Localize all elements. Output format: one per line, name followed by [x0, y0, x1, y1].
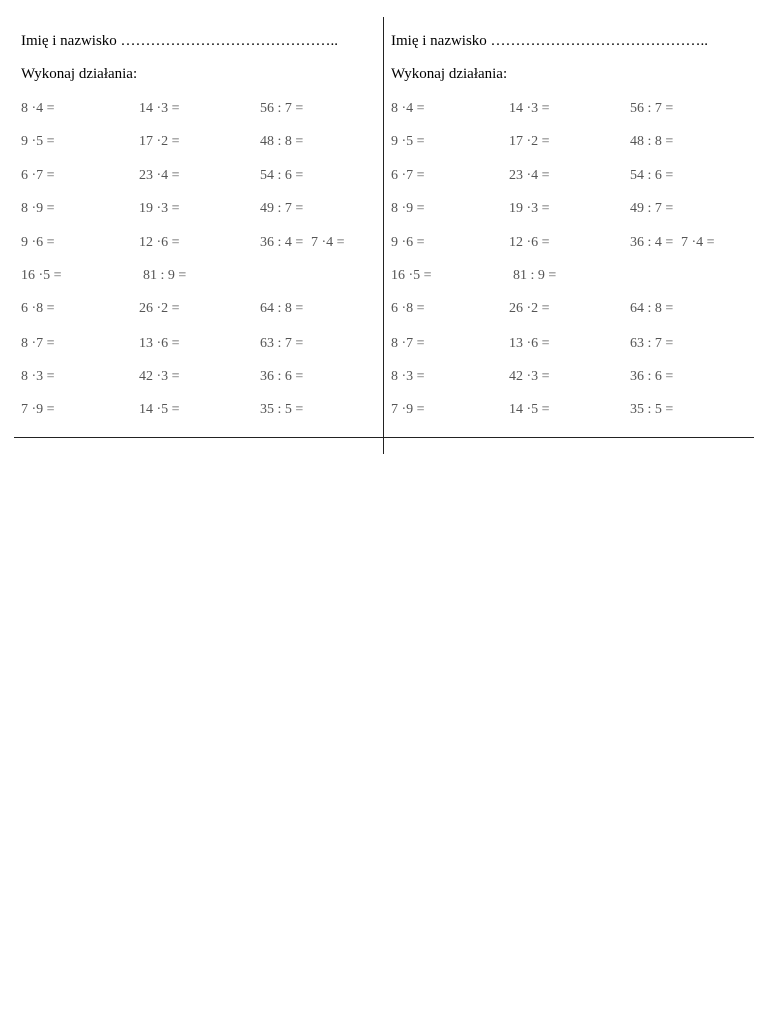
exercise-item: 7 ·9 =	[21, 402, 55, 417]
exercise-item: 42 ·3 =	[509, 369, 550, 384]
exercise-item: 56 : 7 =	[630, 101, 674, 116]
exercise-item: 35 : 5 =	[630, 402, 674, 417]
exercise-item: 56 : 7 =	[260, 101, 304, 116]
horizontal-divider	[14, 437, 754, 438]
exercise-item: 54 : 6 =	[630, 168, 674, 183]
exercise-item: 8 ·7 =	[391, 336, 425, 351]
exercise-item: 48 : 8 =	[260, 134, 304, 149]
worksheet-right	[391, 0, 751, 430]
exercise-item: 63 : 7 =	[260, 336, 304, 351]
exercise-item: 8 ·4 =	[391, 101, 425, 116]
exercise-item: 26 ·2 =	[509, 301, 550, 316]
exercise-item: 12 ·6 =	[509, 235, 550, 250]
exercise-item: 36 : 4 =	[630, 235, 674, 250]
exercise-item: 23 ·4 =	[139, 168, 180, 183]
exercise-item: 14 ·3 =	[139, 101, 180, 116]
exercise-item: 63 : 7 =	[630, 336, 674, 351]
exercise-item: 8 ·9 =	[21, 201, 55, 216]
exercise-item: 19 ·3 =	[509, 201, 550, 216]
name-field-label: Imię i nazwisko ……………………………………..	[391, 33, 709, 49]
exercise-item: 13 ·6 =	[509, 336, 550, 351]
exercise-item: 17 ·2 =	[139, 134, 180, 149]
exercise-item: 17 ·2 =	[509, 134, 550, 149]
exercise-item: 6 ·7 =	[21, 168, 55, 183]
exercise-item: 9 ·5 =	[391, 134, 425, 149]
instruction: Wykonaj działania:	[391, 66, 508, 82]
exercise-item: 7 ·4 =	[681, 235, 715, 250]
exercise-item: 6 ·8 =	[391, 301, 425, 316]
exercise-item: 7 ·9 =	[391, 402, 425, 417]
exercise-item: 36 : 6 =	[260, 369, 304, 384]
exercise-item: 8 ·4 =	[21, 101, 55, 116]
exercise-item: 9 ·5 =	[21, 134, 55, 149]
exercise-item: 49 : 7 =	[260, 201, 304, 216]
exercise-item: 8 ·3 =	[391, 369, 425, 384]
exercise-item: 48 : 8 =	[630, 134, 674, 149]
worksheet-left	[21, 0, 381, 430]
exercise-item: 16 ·5 =	[391, 268, 432, 283]
vertical-divider	[383, 17, 384, 454]
exercise-item: 14 ·5 =	[509, 402, 550, 417]
exercise-item: 6 ·7 =	[391, 168, 425, 183]
exercise-item: 81 : 9 =	[513, 268, 557, 283]
exercise-item: 8 ·3 =	[21, 369, 55, 384]
exercise-item: 36 : 4 =	[260, 235, 304, 250]
exercise-item: 13 ·6 =	[139, 336, 180, 351]
exercise-item: 8 ·7 =	[21, 336, 55, 351]
exercise-item: 19 ·3 =	[139, 201, 180, 216]
exercise-item: 9 ·6 =	[391, 235, 425, 250]
exercise-item: 26 ·2 =	[139, 301, 180, 316]
exercise-item: 64 : 8 =	[630, 301, 674, 316]
exercise-item: 49 : 7 =	[630, 201, 674, 216]
name-field-label: Imię i nazwisko ……………………………………..	[21, 33, 339, 49]
exercise-item: 23 ·4 =	[509, 168, 550, 183]
exercise-item: 81 : 9 =	[143, 268, 187, 283]
exercise-item: 12 ·6 =	[139, 235, 180, 250]
exercise-item: 7 ·4 =	[311, 235, 345, 250]
exercise-item: 6 ·8 =	[21, 301, 55, 316]
exercise-item: 42 ·3 =	[139, 369, 180, 384]
exercise-item: 14 ·3 =	[509, 101, 550, 116]
exercise-item: 8 ·9 =	[391, 201, 425, 216]
exercise-item: 14 ·5 =	[139, 402, 180, 417]
exercise-item: 16 ·5 =	[21, 268, 62, 283]
exercise-item: 54 : 6 =	[260, 168, 304, 183]
exercise-item: 64 : 8 =	[260, 301, 304, 316]
exercise-item: 35 : 5 =	[260, 402, 304, 417]
exercise-item: 9 ·6 =	[21, 235, 55, 250]
exercise-item: 36 : 6 =	[630, 369, 674, 384]
instruction: Wykonaj działania:	[21, 66, 138, 82]
